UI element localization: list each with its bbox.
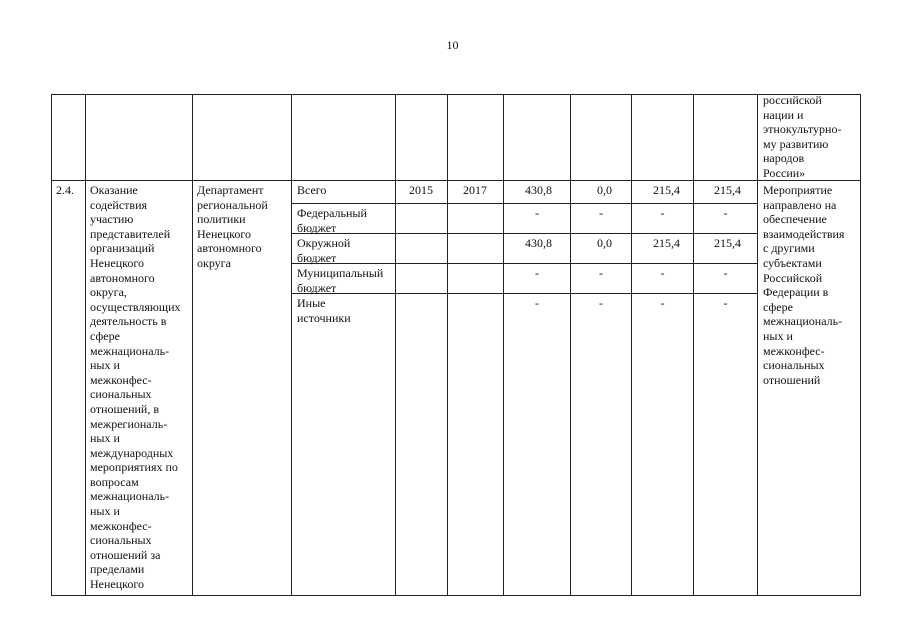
- amount-total: 430,8: [525, 183, 552, 197]
- amount-year2: 215,4: [653, 236, 680, 250]
- col-border: [395, 94, 396, 596]
- start-year: 2015: [409, 183, 433, 197]
- measure-name: Оказание содействия участию представителей организаций Ненецкого автономного округа, осуществляющих деятельность в сфере межнациональ- ных и межконфес- сиональных отношений, в межрегиональ- ных и международных мероприятиях по вопросам межнациональ- ных и межконфес- сиональных отношений за пределами Ненецкого: [90, 183, 181, 592]
- page-number: 10: [446, 38, 459, 52]
- amount-year1: 0,0: [597, 183, 612, 197]
- amount-total: -: [535, 206, 539, 220]
- executor: Департамент региональной политики Ненецкого автономного округа: [197, 183, 268, 270]
- source-name: Окружной бюджет: [297, 236, 351, 265]
- amount-year2: -: [660, 296, 665, 310]
- col-border: [693, 94, 694, 596]
- amount-year1: -: [599, 266, 603, 280]
- source-name: Иные источники: [297, 296, 351, 325]
- amount-total: -: [535, 266, 539, 280]
- amount-year3: 215,4: [714, 236, 741, 250]
- row-number: 2.4.: [56, 183, 74, 197]
- source-divider: [292, 203, 757, 204]
- col-border: [447, 94, 448, 596]
- amount-year1: 0,0: [597, 236, 612, 250]
- amount-year1: -: [599, 206, 603, 220]
- prev-row-result: российской нации и этнокультурно- му развитию народов России»: [763, 93, 842, 180]
- amount-total: 430,8: [525, 236, 552, 250]
- amount-year2: -: [660, 266, 665, 280]
- amount-year2: -: [660, 206, 665, 220]
- table-bottom-border: [51, 595, 861, 596]
- col-border: [192, 94, 193, 596]
- col-border: [757, 94, 758, 596]
- measure-result: Мероприятие направлено на обеспечение взаимодействия с другими субъектами Российской Федерации в сфере межнациональ- ных и межконфес- сиональных отношений: [763, 183, 845, 387]
- amount-year2: 215,4: [653, 183, 680, 197]
- source-name: Муниципальный бюджет: [297, 266, 384, 295]
- amount-year3: -: [723, 296, 728, 310]
- col-border: [631, 94, 632, 596]
- col-border: [860, 94, 861, 596]
- amount-year1: -: [599, 296, 603, 310]
- col-border: [85, 94, 86, 596]
- col-border: [503, 94, 504, 596]
- table-top-border: [51, 94, 861, 95]
- source-name: Федеральный бюджет: [297, 206, 367, 235]
- amount-year3: -: [723, 266, 728, 280]
- row-divider: [51, 180, 861, 181]
- col-border: [51, 94, 52, 596]
- amount-year3: -: [723, 206, 728, 220]
- col-border: [570, 94, 571, 596]
- amount-year3: 215,4: [714, 183, 741, 197]
- source-name: Всего: [297, 183, 327, 197]
- col-border: [291, 94, 292, 596]
- amount-total: -: [535, 296, 539, 310]
- end-year: 2017: [463, 183, 487, 197]
